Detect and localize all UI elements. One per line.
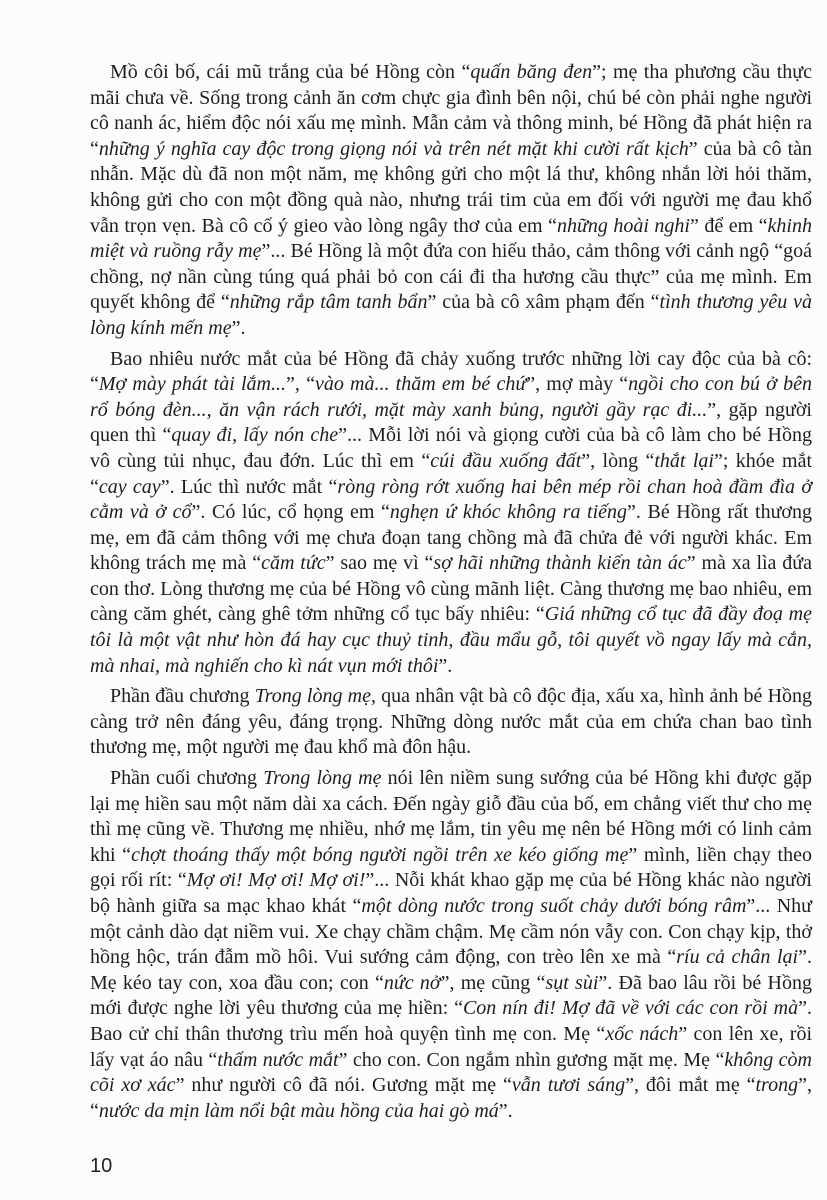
italic-quote: tình thương yêu và lòng kính mến mẹ: [90, 291, 813, 339]
text-run: nói lên niềm sung sướng của bé Hồng khi được gặp lại mẹ hiền sau một năm dài xa cách. Đến ngày giỗ đầu của bố, em chẳng viết thư cho mẹ thì mẹ cũng về. Thương mẹ nhiều, nhớ mẹ lắm, tin yêu mẹ nên bé Hồng mới có linh cảm khi “: [90, 767, 813, 866]
text-run: ” mà xa lìa đứa con thơ. Lòng thương mẹ của bé Hồng vô cùng mãnh liệt. Càng thương mẹ bao nhiêu, em càng căm ghét, càng ghê tởm những cổ tục bấy nhiêu: “: [90, 552, 812, 626]
italic-quote: vào mà... thăm em bé chứ: [314, 373, 527, 396]
text-run: ”, gặp người quen thì “: [90, 398, 812, 447]
text-run: ”.: [438, 654, 453, 677]
italic-quote: cay cay: [98, 475, 161, 498]
text-run: , qua nhân vật bà cô độc địa, xấu xa, hình ảnh bé Hồng càng trở nên đáng yêu, đáng trọng. Những dòng nước mắt của em chứa chan bao tình thương mẹ, một người mẹ đau khổ mà đôn hậu.: [90, 685, 813, 759]
text-run: ”; mẹ tha phương cầu thực mãi chưa về. Sống trong cảnh ăn cơm chực gia đình bên nội, chú bé còn phải nghe người cô nanh ác, hiểm độc nói xấu mẹ mình. Mẫn cảm và thông minh, bé Hồng đã phát hiện ra “: [90, 61, 812, 160]
text-run: ” của bà cô tàn nhẫn. Mặc dù đã non một năm, mẹ không gửi cho một lá thư, không nhắn lời hỏi thăm, không gửi cho con một đồng quà nào, nhưng trái tim của em đối với người mẹ đau khổ vẫn trọn vẹn. Bà cô cố ý gieo vào lòng ngây thơ của em “: [90, 137, 812, 237]
italic-quote: sợ hãi những thành kiến tàn ác: [433, 552, 687, 575]
text-run: ”... Như một cảnh dào dạt niềm vui. Xe chạy chầm chậm. Mẹ cầm nón vẫy con. Con chạy kịp, thở hồng hộc, trán đẫm mồ hôi. Vui sướng cảm động, con trèo lên xe mà “: [90, 895, 812, 969]
italic-quote: nức nở: [383, 971, 441, 994]
italic-quote: quấn băng đen: [470, 61, 593, 83]
italic-quote: Con nín đi! Mợ đã về với các con rồi mà: [462, 997, 799, 1020]
paragraph-1: [90, 60, 812, 342]
text-run: ”, lòng “: [581, 449, 655, 472]
text-run: ” cho con. Con ngắm nhìn gương mặt mẹ. Mẹ “: [338, 1048, 725, 1071]
italic-quote: ngồi cho con bú ở bên rổ bóng đèn..., ăn vận rách rưới, mặt mày xanh bủng, người gầy rạc đi...: [90, 373, 812, 421]
italic-quote: chợt thoáng thấy một bóng người ngồi trên xe kéo giống mẹ: [131, 843, 629, 866]
text-run: Bao nhiêu nước mắt của bé Hồng đã chảy xuống trước những lời cay độc của bà cô: “: [90, 347, 812, 396]
text-run: ” để em “: [689, 214, 768, 237]
text-run: ”, “: [90, 1074, 812, 1122]
italic-quote: Trong lòng mẹ: [263, 767, 382, 790]
page-body: [90, 60, 812, 1129]
page-number: 10: [90, 1155, 113, 1177]
text-run: ”... Nỗi khát khao gặp mẹ của bé Hồng khác nào người bộ hành giữa sa mạc khao khát “: [90, 869, 812, 917]
text-run: Phần đầu chương: [110, 685, 255, 708]
text-run: ”. Bé Hồng rất thương mẹ, em đã cảm thông với mẹ chưa đoạn tang chồng mà đã chửa đẻ với người khác. Em không trách mẹ mà “: [90, 501, 812, 575]
italic-quote: không còm cõi xơ xác: [90, 1048, 812, 1097]
italic-quote: những rắp tâm tanh bẩn: [229, 291, 428, 314]
italic-quote: Trong lòng mẹ: [254, 685, 371, 708]
text-run: ”, đôi mắt mẹ “: [625, 1074, 756, 1097]
italic-quote: khinh miệt và ruồng rẫy mẹ: [90, 214, 812, 263]
text-run: ”... Bé Hồng là một đứa con hiếu thảo, cảm thông với cảnh ngộ “goá chồng, nợ nần cùng túng quá phải bỏ con cái đi tha hương cầu thực” của mẹ mình. Em quyết không để “: [90, 240, 812, 314]
italic-quote: trong: [755, 1074, 799, 1097]
text-run: ”. Bao cử chỉ thân thương trìu mến hoà quyện tình mẹ con. Mẹ “: [90, 997, 812, 1045]
italic-quote: xốc nách: [605, 1022, 679, 1045]
text-run: ” như người cô đã nói. Gương mặt mẹ “: [175, 1074, 512, 1097]
text-run: ”.: [498, 1099, 513, 1122]
italic-quote: sụt sùi: [545, 971, 599, 994]
text-run: ”, mẹ cũng “: [440, 971, 546, 994]
text-run: Mồ côi bố, cái mũ trắng của bé Hồng còn “: [110, 61, 471, 83]
italic-quote: vẫn tươi sáng: [511, 1074, 626, 1097]
paragraph-4: [90, 766, 812, 1124]
text-run: ”. Lúc thì nước mắt “: [160, 475, 338, 498]
text-run: ”, mợ mày “: [526, 373, 629, 396]
italic-quote: Mợ ơi! Mợ ơi! Mợ ơi!: [186, 869, 366, 892]
italic-quote: căm tức: [261, 552, 326, 575]
italic-quote: Mợ mày phát tài lắm...: [98, 373, 286, 396]
italic-quote: những hoài nghi: [556, 214, 690, 237]
italic-quote: thắt lại: [654, 449, 714, 472]
italic-quote: nước da mịn làm nổi bật màu hồng của hai gò má: [98, 1099, 499, 1122]
italic-quote: một dòng nước trong suốt chảy dưới bóng râm: [361, 895, 747, 917]
text-run: ” con lên xe, rồi lấy vạt áo nâu “: [90, 1022, 813, 1071]
paragraph-3: [90, 684, 812, 761]
text-run: ”; khóe mắt “: [90, 449, 813, 498]
paragraph-2: [90, 347, 812, 680]
text-run: ”, “: [286, 373, 315, 396]
text-run: ”. Mẹ kéo tay con, xoa đầu con; con “: [90, 946, 812, 994]
italic-quote: thấm nước mắt: [217, 1048, 339, 1071]
italic-quote: quay đi, lấy nón che: [171, 424, 339, 447]
text-run: ” mình, liền chạy theo gọi rối rít: “: [90, 843, 812, 892]
italic-quote: Giá những cổ tục đã đầy đoạ mẹ tôi là một vật như hòn đá hay cục thuỷ tinh, đầu mẩu gỗ, tôi quyết vồ ngay lấy mà cắn, mà nhai, mà nghiến cho kì nát vụn mới thôi: [90, 603, 812, 677]
text-run: Phần cuối chương: [110, 767, 264, 790]
italic-quote: những ý nghĩa cay độc trong giọng nói và trên nét mặt khi cười rất kịch: [98, 137, 689, 160]
italic-quote: cúi đầu xuống đất: [430, 449, 582, 472]
text-run: ” của bà cô xâm phạm đến “: [427, 291, 660, 314]
text-run: ”. Đã bao lâu rồi bé Hồng mới được nghe lời yêu thương của mẹ hiền: “: [90, 971, 812, 1020]
italic-quote: nghẹn ứ khóc không ra tiếng: [389, 501, 628, 524]
text-run: ”.: [231, 316, 246, 339]
italic-quote: ríu cả chân lại: [676, 946, 799, 969]
italic-quote: ròng ròng rớt xuống hai bên mép rồi chan hoà đầm đìa ở cằm và ở cổ: [90, 475, 812, 524]
text-run: ” sao mẹ vì “: [325, 552, 434, 575]
text-run: ”... Mỗi lời nói và giọng cười của bà cô làm cho bé Hồng vô cùng tủi nhục, đau đớn. Lúc thì em “: [90, 424, 812, 472]
text-run: ”. Có lúc, cổ họng em “: [191, 501, 390, 524]
